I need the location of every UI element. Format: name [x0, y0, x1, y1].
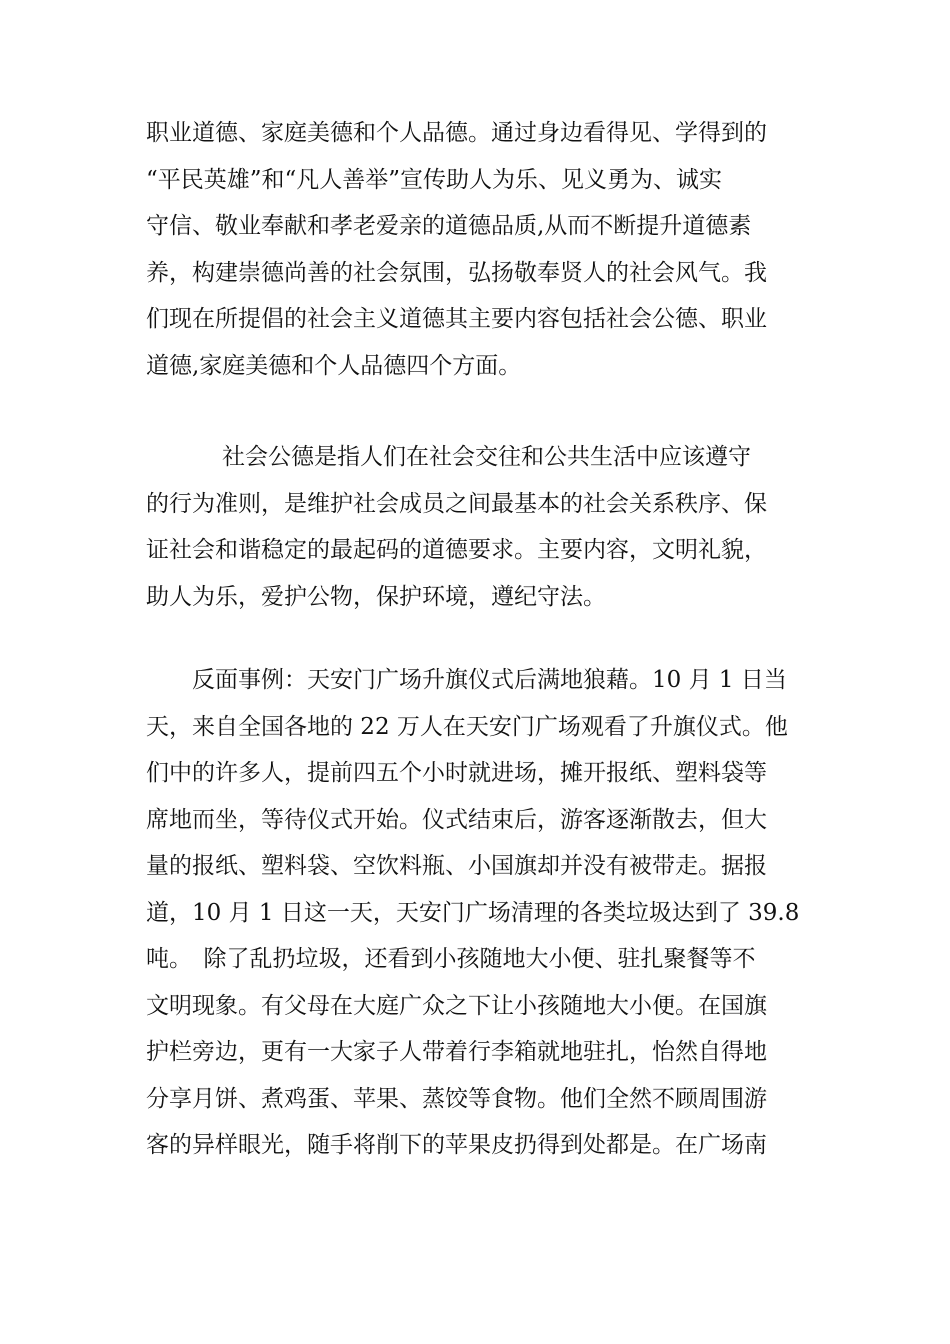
text-line: 量的报纸、塑料袋、空饮料瓶、小国旗却并没有被带走。据报	[146, 853, 767, 879]
paragraph-negative-example	[146, 657, 806, 1169]
text-line: 天，来自全国各地的 22 万人在天安门广场观看了升旗仪式。他	[146, 713, 788, 740]
text-line: 助人为乐，爱护公物，保护环境，遵纪守法。	[146, 583, 606, 610]
text-line: 道德,家庭美德和个人品德四个方面。	[146, 352, 522, 379]
text-line: 养，构建崇德尚善的社会氛围，弘扬敬奉贤人的社会风气。我	[146, 259, 767, 286]
text-line: 护栏旁边，更有一大家子人带着行李箱就地驻扎，怡然自得地	[146, 1039, 767, 1065]
text-line: 分享月饼、煮鸡蛋、苹果、蒸饺等食物。他们全然不顾周围游	[146, 1085, 767, 1112]
text-line: 客的异样眼光，随手将削下的苹果皮扔得到处都是。在广场南	[146, 1132, 767, 1158]
text-line: 反面事例：天安门广场升旗仪式后满地狼藉。10 月 1 日当	[192, 667, 787, 693]
text-line: 社会公德是指人们在社会交往和公共生活中应该遵守	[222, 444, 751, 470]
text-line: 的行为准则，是维护社会成员之间最基本的社会关系秩序、保	[146, 490, 767, 517]
text-line: 文明现象。有父母在大庭广众之下让小孩随地大小便。在国旗	[146, 992, 767, 1019]
text-line: 证社会和谐稳定的最起码的道德要求。主要内容，文明礼貌，	[146, 537, 767, 563]
text-line: 们中的许多人，提前四五个小时就进场，摊开报纸、塑料袋等	[146, 760, 767, 786]
text-line: 道，10 月 1 日这一天，天安门广场清理的各类垃圾达到了 39.8	[146, 899, 800, 926]
text-line: 守信、敬业奉献和孝老爱亲的道德品质,从而不断提升道德素	[146, 213, 752, 239]
paragraph-social-morality	[146, 434, 806, 620]
text-line: “平民英雄”和“凡人善举”宣传助人为乐、见义勇为、诚实	[146, 166, 723, 193]
text-line: 席地而坐，等待仪式开始。仪式结束后，游客逐渐散去，但大	[146, 806, 767, 833]
paragraph-moral-education	[146, 110, 806, 389]
text-line: 们现在所提倡的社会主义道德其主要内容包括社会公德、职业	[146, 306, 767, 332]
text-line: 吨。 除了乱扔垃圾，还看到小孩随地大小便、驻扎聚餐等不	[146, 946, 756, 972]
text-line: 职业道德、家庭美德和个人品德。通过身边看得见、学得到的	[146, 120, 767, 146]
